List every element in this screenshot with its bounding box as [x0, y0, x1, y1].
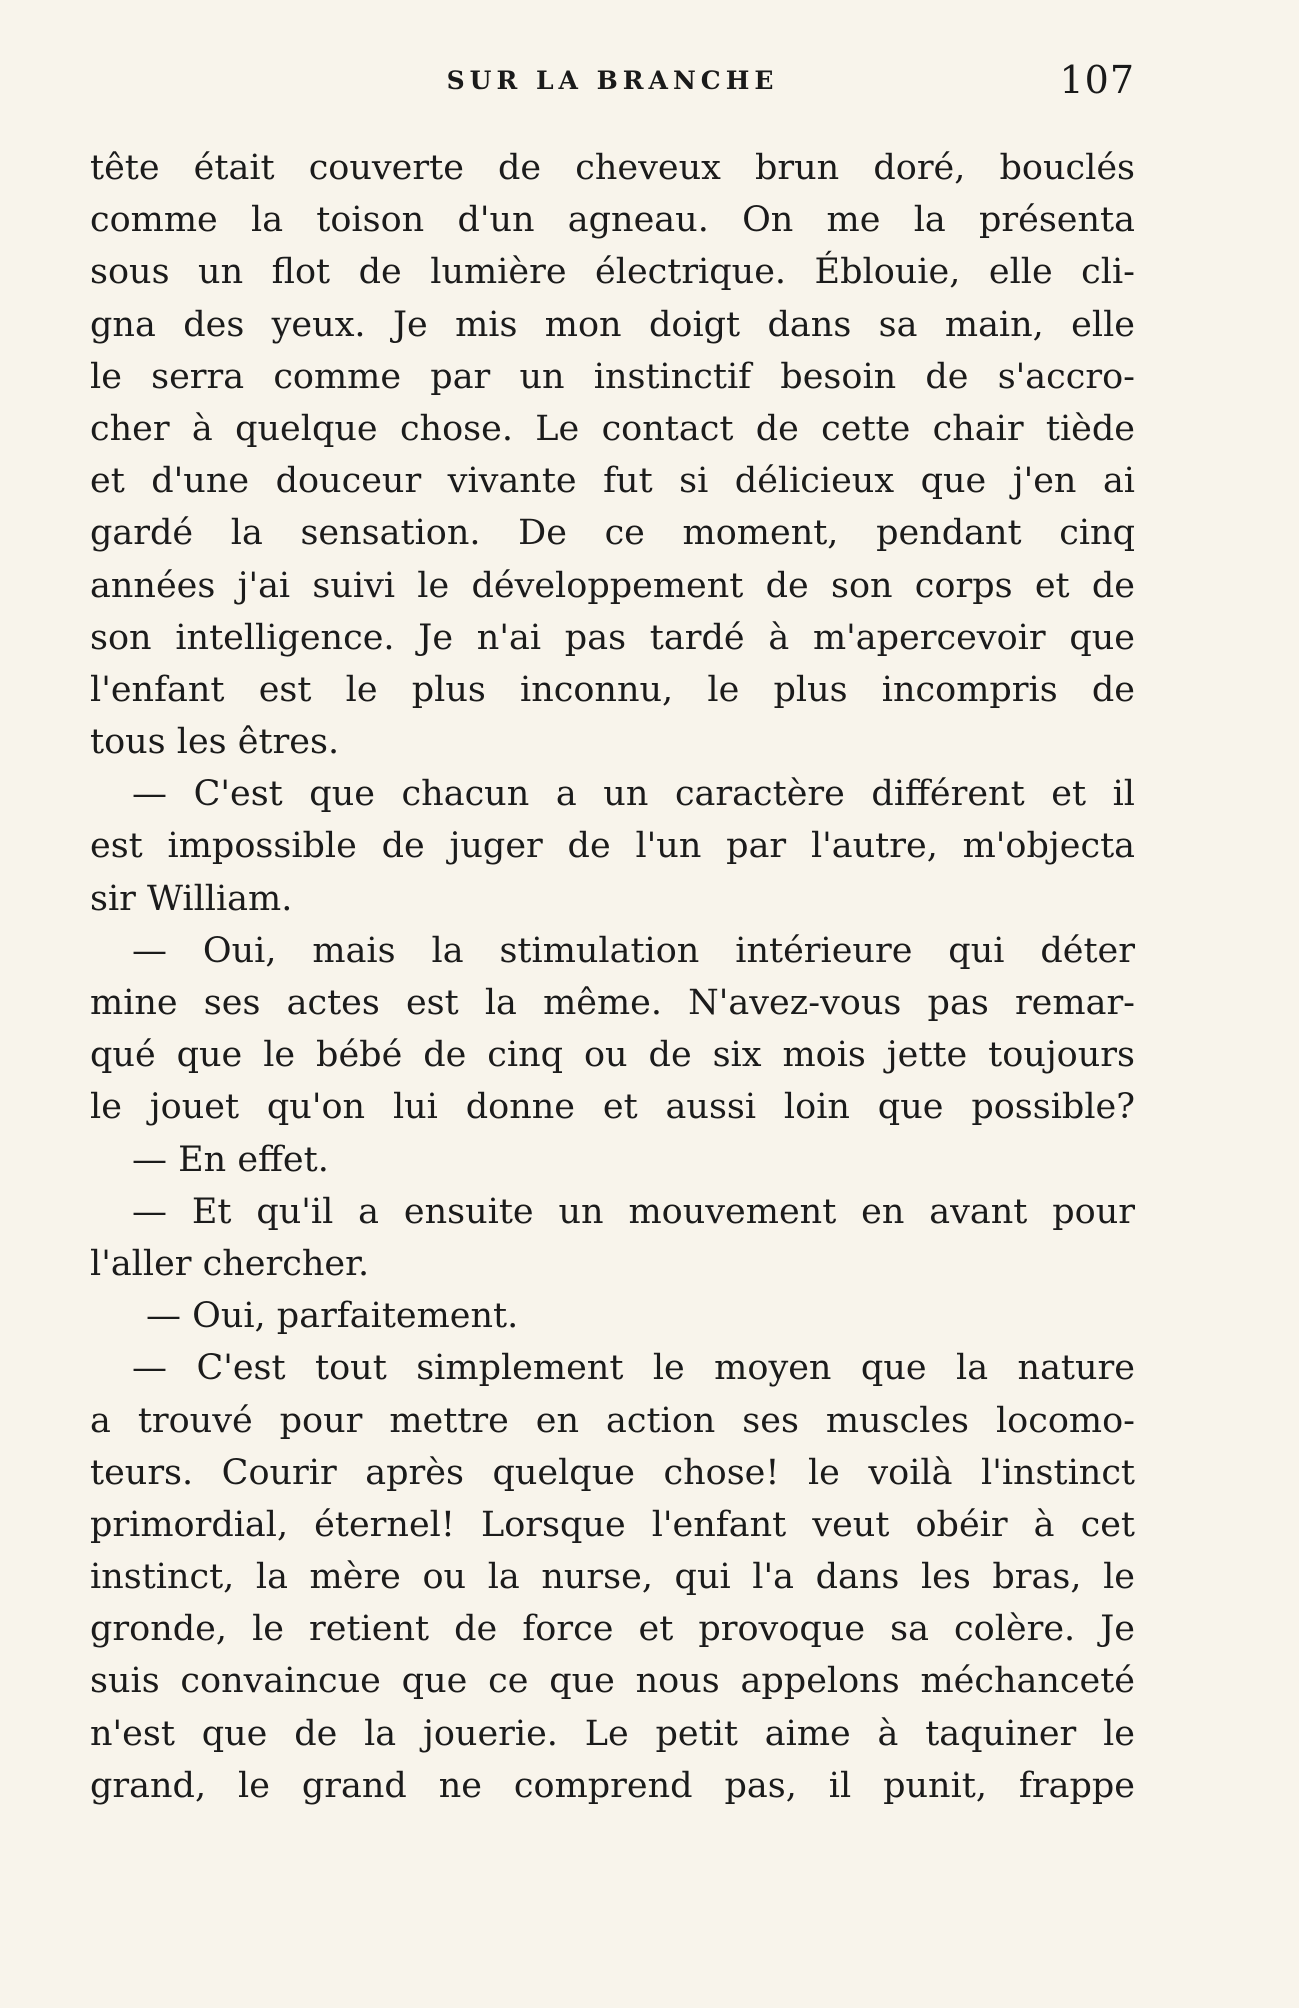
dialogue-line: — C'est que chacun a un caractère différent et il	[132, 774, 1135, 815]
text-line: tête était couverte de cheveux brun doré, bouclés	[90, 148, 1135, 188]
text-line: mine ses actes est la même. N'avez-vous pas remar-	[90, 983, 1135, 1023]
text-line: qué que le bébé de cinq ou de six mois jette toujours	[90, 1035, 1135, 1076]
text-line: le jouet qu'on lui donne et aussi loin que possible?	[90, 1087, 1135, 1128]
text-line: suis convaincue que ce que nous appelons méchanceté	[90, 1661, 1135, 1702]
dialogue-line: — C'est tout simplement le moyen que la nature	[132, 1348, 1135, 1389]
running-title: SUR LA BRANCHE	[446, 66, 779, 95]
text-line: comme la toison d'un agneau. On me la présenta	[90, 200, 1135, 241]
text-line: cher à quelque chose. Le contact de cette chair tiède	[90, 408, 1135, 449]
text-line: primordial, éternel! Lorsque l'enfant veut obéir à cet	[90, 1504, 1135, 1545]
text-line: n'est que de la jouerie. Le petit aime à taquiner le	[90, 1713, 1135, 1754]
text-line: son intelligence. Je n'ai pas tardé à m'apercevoir que	[90, 617, 1135, 658]
text-line: grand, le grand ne comprend pas, il punit, frappe	[90, 1765, 1135, 1806]
text-line: gronde, le retient de force et provoque sa colère. Je	[90, 1609, 1135, 1650]
running-head	[90, 58, 1135, 102]
body-text	[90, 142, 1135, 1812]
text-line: l'enfant est le plus inconnu, le plus incompris de	[90, 669, 1135, 710]
dialogue-line: — Oui, parfaitement.	[146, 1296, 519, 1337]
text-line: sir William.	[90, 878, 293, 919]
text-line: et d'une douceur vivante fut si délicieux que j'en ai	[90, 461, 1135, 502]
text-line: a trouvé pour mettre en action ses muscles locomo-	[90, 1400, 1135, 1441]
text-line: teurs. Courir après quelque chose! le voilà l'instinct	[90, 1452, 1135, 1493]
text-line: sous un flot de lumière électrique. Éblouie, elle cli-	[90, 252, 1135, 293]
dialogue-line: — Et qu'il a ensuite un mouvement en avant pour	[132, 1191, 1135, 1232]
text-line: tous les êtres.	[90, 722, 340, 763]
text-line: gna des yeux. Je mis mon doigt dans sa main, elle	[90, 304, 1135, 345]
text-line: l'aller chercher.	[90, 1243, 370, 1284]
page-number: 107	[1059, 58, 1135, 102]
dialogue-line: — Oui, mais la stimulation intérieure qui déter	[132, 930, 1135, 971]
text-line: est impossible de juger de l'un par l'autre, m'objecta	[90, 826, 1135, 867]
text-line: années j'ai suivi le développement de son corps et de	[90, 565, 1135, 606]
dialogue-line: — En effet.	[132, 1139, 329, 1180]
text-line: instinct, la mère ou la nurse, qui l'a dans les bras, le	[90, 1557, 1135, 1598]
text-line: gardé la sensation. De ce moment, pendant cinq	[90, 513, 1135, 554]
text-line: le serra comme par un instinctif besoin de s'accro-	[90, 356, 1135, 397]
